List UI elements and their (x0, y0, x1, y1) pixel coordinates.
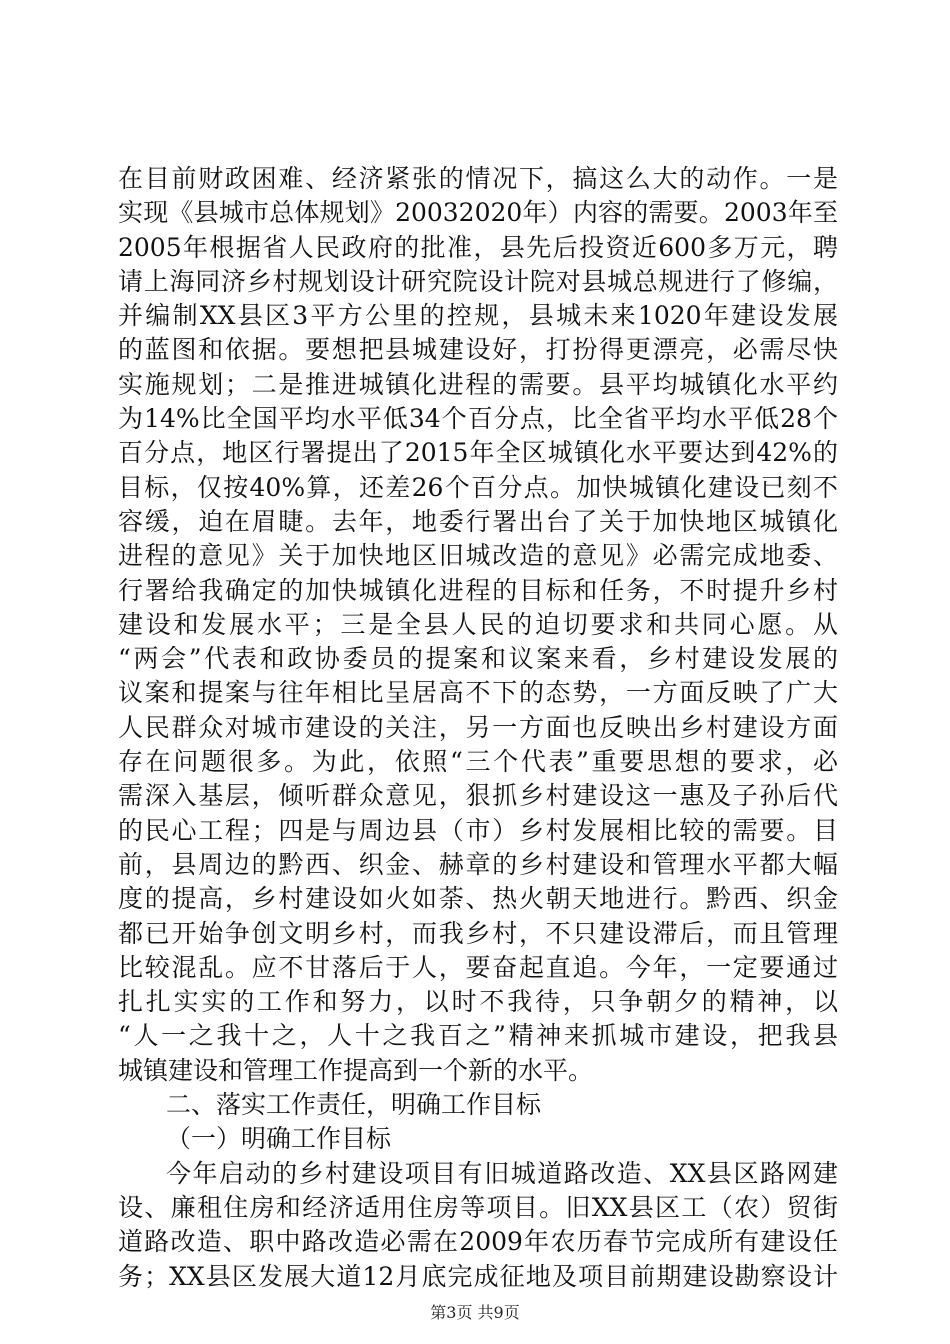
text-line: 人民群众对城市建设的关注，另一方面也反映出乡村建设方面 (118, 712, 838, 742)
text-line-paragraph-end: 城镇建设和管理工作提高到一个新的水平。 (118, 1055, 594, 1085)
text-line: 务；XX县区发展大道12月底完成征地及项目前期建设勘察设计 (118, 1261, 838, 1291)
text-line: 扎扎实实的工作和努力，以时不我待，只争朝夕的精神，以 (118, 987, 838, 1017)
text-line: 行署给我确定的加快城镇化进程的目标和任务，不时提升乡村 (118, 575, 838, 605)
text-line: 比较混乱。应不甘落后于人，要奋起直追。今年，一定要通过 (118, 952, 838, 982)
subsection-heading: （一）明确工作目标 (166, 1124, 392, 1154)
text-line: 设、廉租住房和经济适用住房等项目。旧XX县区工（农）贸街 (118, 1192, 838, 1222)
text-line: 前，县周边的黔西、织金、赫章的乡村建设和管理水平都大幅 (118, 849, 838, 879)
text-line: 2005年根据省人民政府的批准，县先后投资近600多万元，聘 (118, 232, 838, 262)
text-line: 百分点，地区行署提出了2015年全区城镇化水平要达到42%的 (118, 438, 838, 468)
text-line: 需深入基层，倾听群众意见，狠抓乡村建设这一惠及子孙后代 (118, 781, 838, 811)
text-line: 实现《县城市总体规划》20032020年）内容的需要。2003年至 (118, 198, 838, 228)
text-line: 建设和发展水平；三是全县人民的迫切要求和共同心愿。从 (118, 609, 838, 639)
body-text (118, 162, 838, 1294)
text-line: 请上海同济乡村规划设计研究院设计院对县城总规进行了修编， (118, 266, 838, 296)
text-line: 为14%比全国平均水平低34个百分点，比全省平均水平低28个 (118, 404, 838, 434)
text-line: 目标，仅按40%算，还差26个百分点。加快城镇化建设已刻不 (118, 472, 838, 502)
text-line: 的民心工程；四是与周边县（市）乡村发展相比较的需要。目 (118, 815, 838, 845)
text-line: 今年启动的乡村建设项目有旧城道路改造、XX县区路网建 (166, 1158, 838, 1188)
text-line: 都已开始争创文明乡村，而我乡村，不只建设滞后，而且管理 (118, 918, 838, 948)
text-line: 实施规划；二是推进城镇化进程的需要。县平均城镇化水平约 (118, 369, 838, 399)
text-line: 议案和提案与往年相比呈居高不下的态势，一方面反映了广大 (118, 678, 838, 708)
text-line: “两会”代表和政协委员的提案和议案来看，乡村建设发展的 (118, 644, 838, 674)
section-heading: 二、落实工作责任，明确工作目标 (166, 1090, 542, 1120)
text-line: 在目前财政困难、经济紧张的情况下，搞这么大的动作。一是 (118, 164, 838, 193)
text-line: 并编制XX县区3平方公里的控规，县城未来1020年建设发展 (118, 301, 838, 331)
text-line: 容缓，迫在眉睫。去年，地委行署出台了关于加快地区城镇化 (118, 506, 838, 536)
text-line: 的蓝图和依据。要想把县城建设好，打扮得更漂亮，必需尽快 (118, 335, 838, 365)
text-line: 存在问题很多。为此，依照“三个代表”重要思想的要求，必 (118, 747, 838, 777)
page-number: 第3页 共9页 (430, 1303, 520, 1322)
text-line: 度的提高，乡村建设如火如荼、热火朝天地进行。黔西、织金 (118, 884, 838, 914)
text-line: 道路改造、职中路改造必需在2009年农历春节完成所有建设任 (118, 1227, 838, 1257)
text-line: “人一之我十之，人十之我百之”精神来抓城市建设，把我县 (118, 1021, 838, 1051)
text-line: 进程的意见》关于加快地区旧城改造的意见》必需完成地委、 (118, 541, 838, 571)
